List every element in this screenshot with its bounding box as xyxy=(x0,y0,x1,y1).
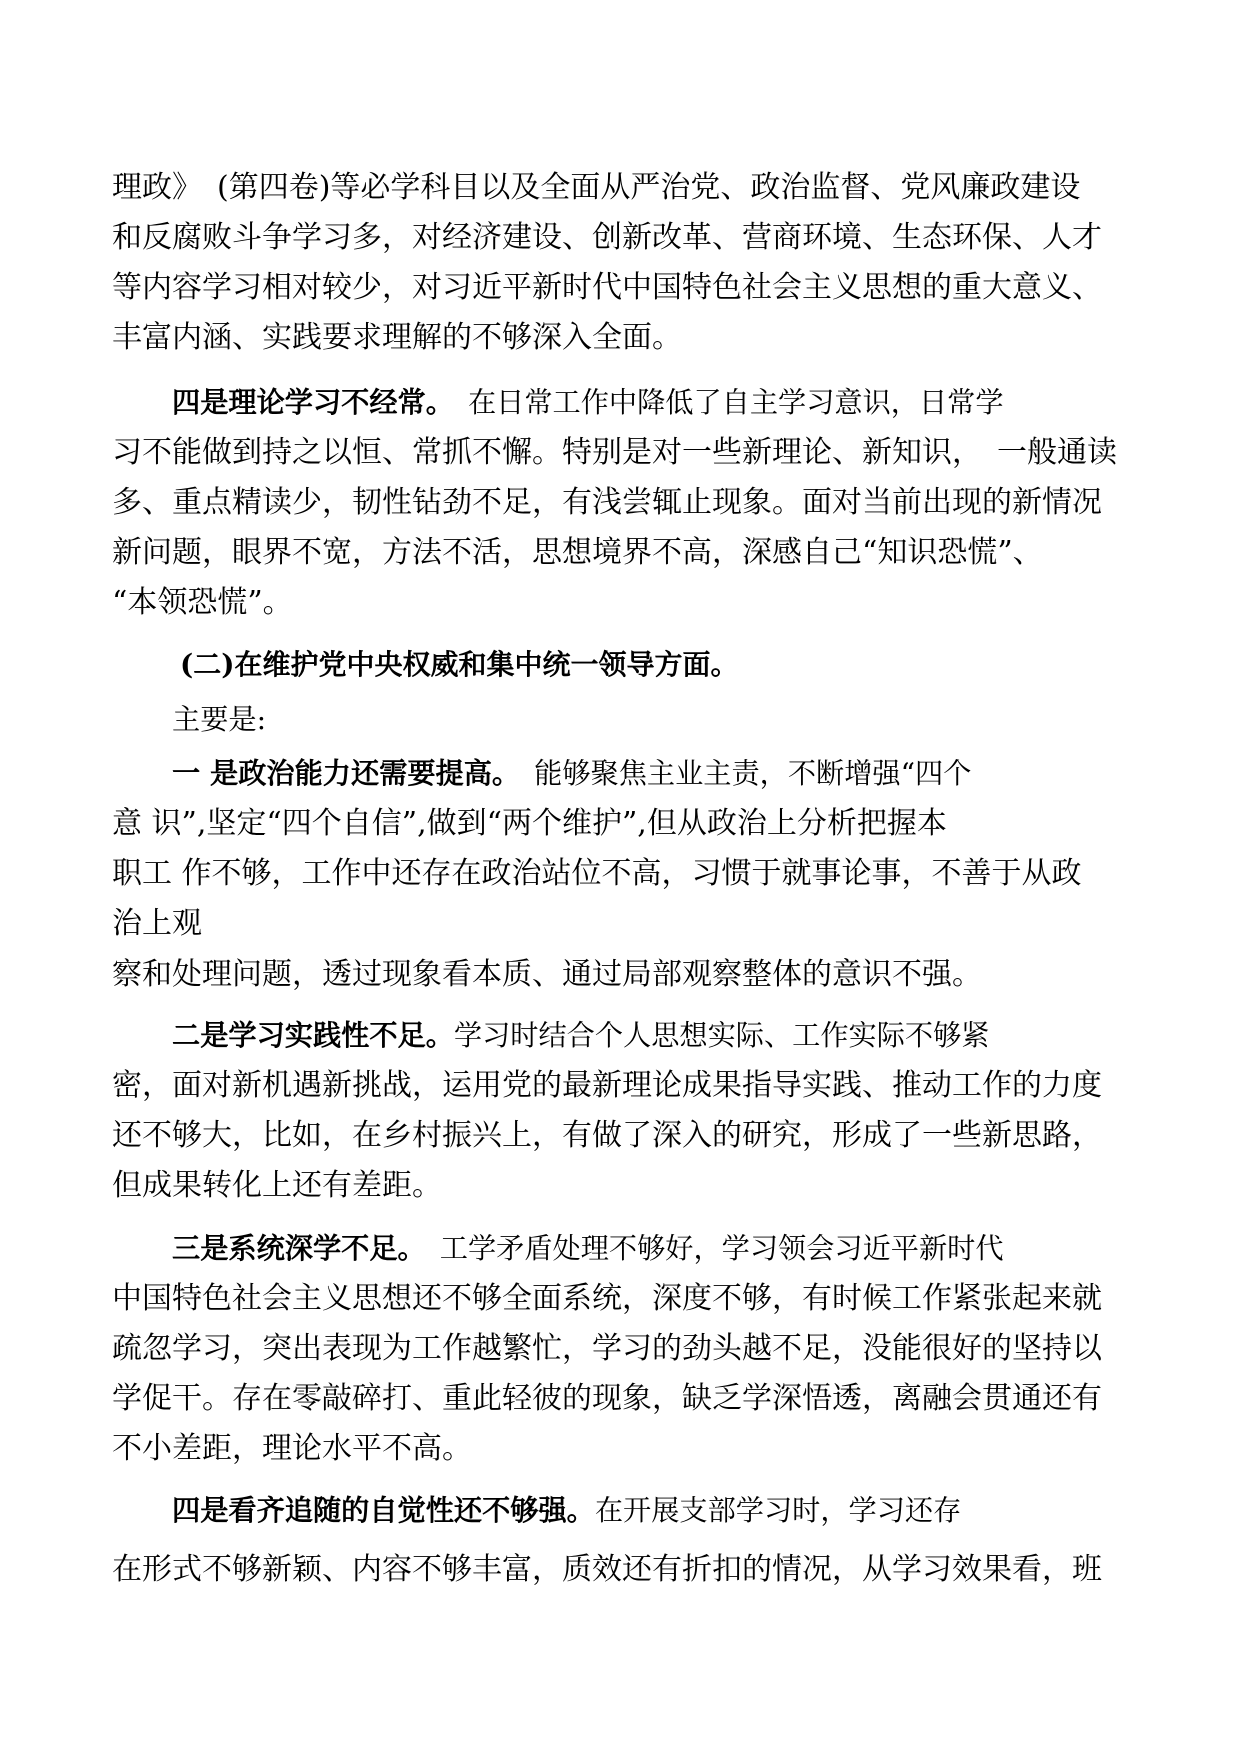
body-text: 等内容学习相对较少，对习近平新时代中国特色社会主义思想的重大意义、 xyxy=(112,270,1102,305)
text-line xyxy=(112,1166,1132,1206)
text-line xyxy=(112,1329,1132,1369)
text-line xyxy=(112,1116,1132,1156)
body-text: 意 识”,坚定“四个自信”,做到“两个维护”,但从政治上分析把握本 xyxy=(112,806,947,841)
text-line xyxy=(112,1379,1132,1419)
body-text: 职工 作不够，工作中还存在政治站位不高，习惯于就事论事，不善于从政 xyxy=(112,856,1082,891)
bold-heading-text: 一 是政治能力还需要提高。 xyxy=(172,757,506,790)
body-text: 多、重点精读少，韧性钻劲不足，有浅尝辄止现象。面对当前出现的新情况 xyxy=(112,485,1102,520)
text-line xyxy=(112,1066,1132,1106)
text-line xyxy=(112,433,1132,473)
text-line xyxy=(180,645,1200,685)
body-text: 还不够大，比如，在乡村振兴上，有做了深入的研究，形成了一些新思路， xyxy=(112,1118,1102,1153)
text-line xyxy=(112,168,1132,208)
text-line xyxy=(112,955,1132,995)
body-text: 密，面对新机遇新挑战，运用党的最新理论成果指导实践、推动工作的力度 xyxy=(112,1068,1102,1103)
body-text: 在开展支部学习时，学习还存 xyxy=(594,1494,962,1527)
body-text: 但成果转化上还有差距。 xyxy=(112,1168,442,1203)
body-text: 理政》 (第四卷)等必学科目以及全面从严治党、政治监督、党风廉政建设 xyxy=(112,170,1081,205)
bold-heading-text: 二是学习实践性不足。 xyxy=(172,1019,454,1052)
text-line xyxy=(112,533,1132,573)
bold-heading-text: 三是系统深学不足。 xyxy=(172,1232,412,1265)
body-text: 主要是: xyxy=(172,703,267,736)
text-line xyxy=(112,483,1132,523)
text-line xyxy=(112,1429,1132,1469)
body-text: 疏忽学习，突出表现为工作越繁忙，学习的劲头越不足，没能很好的坚持以 xyxy=(112,1331,1102,1366)
text-line xyxy=(112,218,1132,258)
body-text: 中国特色社会主义思想还不够全面系统，深度不够，有时候工作紧张起来就 xyxy=(112,1281,1102,1316)
body-text: 在日常工作中降低了自主学习意识，日常学 xyxy=(439,386,1004,419)
text-line xyxy=(112,318,1132,358)
text-line xyxy=(112,804,1132,844)
text-line xyxy=(112,268,1132,308)
body-text: 丰富内涵、实践要求理解的不够深入全面。 xyxy=(112,320,682,355)
body-text: 习不能做到持之以恒、常抓不懈。特别是对一些新理论、新知识， 一般通读 xyxy=(112,435,1117,470)
text-line xyxy=(172,754,1192,794)
body-text: 能够聚焦主业主责，不断增强“四个 xyxy=(505,757,972,790)
body-text: 在形式不够新颖、内容不够丰富，质效还有折扣的情况，从学习效果看，班 xyxy=(112,1552,1102,1587)
text-line xyxy=(172,700,1192,740)
text-line xyxy=(172,1491,1192,1531)
body-text: 工学矛盾处理不够好，学习领会习近平新时代 xyxy=(411,1232,1004,1265)
body-text: 学习时结合个人思想实际、工作实际不够紧 xyxy=(453,1019,990,1052)
bold-heading-text: (二)在维护党中央权威和集中统一领导方面。 xyxy=(180,648,739,681)
text-line xyxy=(172,1016,1192,1056)
text-line xyxy=(112,904,1132,944)
text-line xyxy=(112,1279,1132,1319)
text-line xyxy=(112,1550,1132,1590)
text-line xyxy=(172,1229,1192,1269)
body-text: 治上观 xyxy=(112,906,202,941)
body-text: “本领恐慌”。 xyxy=(112,585,293,620)
text-line xyxy=(112,854,1132,894)
text-line xyxy=(112,583,1132,623)
text-line xyxy=(172,383,1192,423)
body-text: 和反腐败斗争学习多，对经济建设、创新改革、营商环境、生态环保、人才 xyxy=(112,220,1102,255)
body-text: 新问题，眼界不宽，方法不活，思想境界不高，深感自己“知识恐慌”、 xyxy=(112,535,1043,570)
body-text: 学促干。存在零敲碎打、重此轻彼的现象，缺乏学深悟透，离融会贯通还有 xyxy=(112,1381,1102,1416)
body-text: 察和处理问题，透过现象看本质、通过局部观察整体的意识不强。 xyxy=(112,957,982,992)
bold-heading-text: 四是看齐追随的自觉性还不够强。 xyxy=(172,1494,595,1527)
bold-heading-text: 四是理论学习不经常。 xyxy=(172,386,440,419)
body-text: 不小差距，理论水平不高。 xyxy=(112,1431,472,1466)
